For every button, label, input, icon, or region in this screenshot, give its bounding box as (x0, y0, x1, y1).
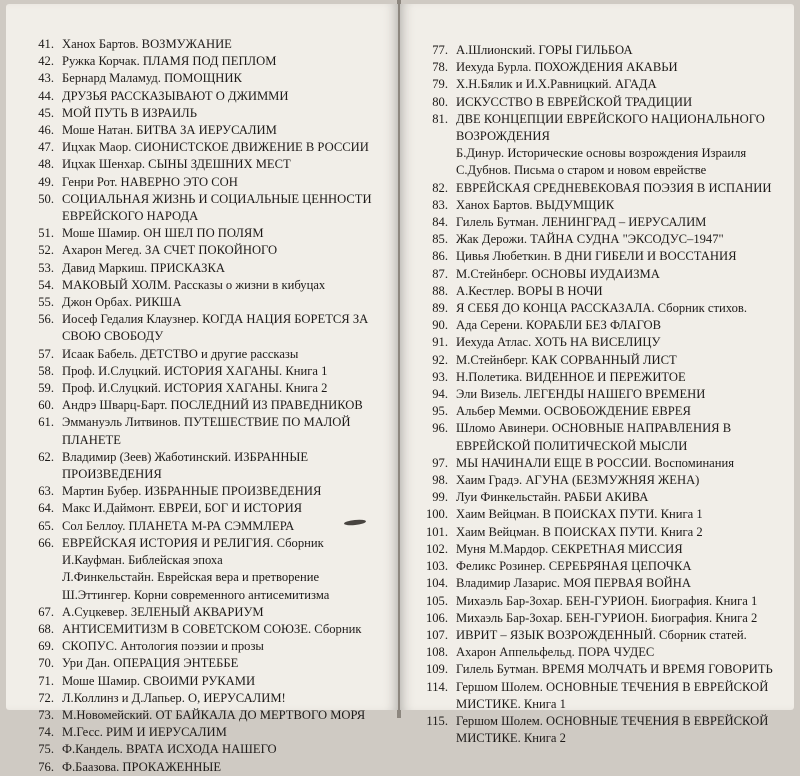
entry-title: Гершом Шолем. ОСНОВНЫЕ ТЕЧЕНИЯ В ЕВРЕЙСКОЙ МИСТИКЕ. Книга 1 (456, 679, 769, 711)
entry-title: Сол Беллоу. ПЛАНЕТА М-РА СЭММЛЕРА (62, 518, 295, 533)
entry-title: А.Кестлер. ВОРЫ В НОЧИ (456, 283, 603, 298)
entry-title: СОЦИАЛЬНАЯ ЖИЗНЬ И СОЦИАЛЬНЫЕ ЦЕННОСТИ ЕВРЕЙСКОГО НАРОДА (62, 191, 372, 224)
entry-number (10, 552, 62, 569)
entry-title: Ф.Кандель. ВРАТА ИСХОДА НАШЕГО (62, 742, 277, 757)
entry-number: 65. (38, 518, 54, 533)
entry-number: 98. (432, 473, 448, 488)
entry-title: ИСКУССТВО В ЕВРЕЙСКОЙ ТРАДИЦИИ (456, 94, 693, 109)
entry-title: Жак Дерожи. ТАЙНА СУДНА "ЭКСОДУС–1947" (456, 232, 724, 247)
right-page-list (404, 42, 790, 747)
entry-title: Б.Динур. Исторические основы возрождения Израиля (456, 146, 747, 161)
entry-number: 100. (425, 507, 448, 522)
entry-title: Генри Рот. НАВЕРНО ЭТО СОН (62, 174, 238, 189)
entry-number: 79. (432, 77, 448, 92)
entry-number: 86. (432, 249, 448, 264)
list-item (10, 655, 394, 672)
list-item (404, 283, 790, 300)
entry-number: 45. (38, 105, 54, 120)
list-item (10, 724, 394, 741)
entry-number: 107. (425, 627, 448, 642)
list-item (10, 707, 394, 724)
entry-title: Ф.Баазова. ПРОКАЖЕННЫЕ (62, 759, 222, 774)
entry-number: 105. (425, 593, 448, 608)
entry-title: Эммануэль Литвинов. ПУТЕШЕСТВИЕ ПО МАЛОЙ ПЛАНЕТЕ (62, 415, 351, 447)
entry-title: МАКОВЫЙ ХОЛМ. Рассказы о жизни в кибуцах (62, 277, 326, 292)
entry-number: 54. (38, 277, 54, 292)
entry-title: М.Новомейский. ОТ БАЙКАЛА ДО МЕРТВОГО МОРЯ (62, 707, 366, 722)
list-item (404, 248, 790, 265)
list-item (404, 661, 790, 678)
entry-title: Луи Финкельстайн. РАББИ АКИВА (456, 490, 649, 505)
list-item (10, 122, 394, 139)
entry-number: 50. (38, 191, 54, 206)
entry-title: Иосеф Гедалия Клаузнер. КОГДА НАЦИЯ БОРЕТСЯ ЗА СВОЮ СВОБОДУ (62, 312, 369, 344)
entry-title: Ицхак Маор. СИОНИСТСКОЕ ДВИЖЕНИЕ В РОССИИ (62, 140, 369, 155)
list-item (10, 174, 394, 191)
entry-title: Моше Шамир. СВОИМИ РУКАМИ (62, 673, 256, 688)
entry-number (404, 145, 456, 162)
list-item (404, 59, 790, 76)
entry-number: 51. (38, 226, 54, 241)
list-item (10, 759, 394, 776)
entry-title: Ахарон Мегед. ЗА СЧЕТ ПОКОЙНОГО (62, 243, 278, 258)
entry-title: Цивья Любеткин. В ДНИ ГИБЕЛИ И ВОССТАНИЯ (456, 249, 737, 264)
list-item (404, 455, 790, 472)
list-item (404, 94, 790, 111)
entry-title: Я СЕБЯ ДО КОНЦА РАССКАЗАЛА. Сборник стихов. (456, 301, 747, 316)
entry-number: 61. (38, 415, 54, 430)
entry-title: М.Гесс. РИМ И ИЕРУСАЛИМ (62, 725, 227, 740)
list-item (404, 610, 790, 627)
entry-number: 95. (432, 404, 448, 419)
entry-number: 58. (38, 363, 54, 378)
entry-number: 81. (432, 111, 448, 126)
list-item (10, 105, 394, 122)
entry-number: 57. (38, 346, 54, 361)
entry-title: А.Суцкевер. ЗЕЛЕНЫЙ АКВАРИУМ (62, 604, 264, 619)
entry-title: Исаак Бабель. ДЕТСТВО и другие рассказы (62, 346, 299, 361)
entry-number: 106. (425, 610, 448, 625)
entry-number: 44. (38, 88, 54, 103)
entry-number: 69. (38, 639, 54, 654)
entry-number: 90. (432, 318, 448, 333)
entry-number: 49. (38, 174, 54, 189)
entry-number: 60. (38, 398, 54, 413)
list-item (404, 489, 790, 506)
list-item (404, 111, 790, 145)
list-item (404, 231, 790, 248)
entry-number: 93. (432, 369, 448, 384)
list-item (10, 36, 394, 53)
entry-number: 77. (432, 43, 448, 57)
entry-title: Моше Шамир. ОН ШЕЛ ПО ПОЛЯМ (62, 226, 264, 241)
list-item (404, 524, 790, 541)
entry-number: 42. (38, 54, 54, 69)
list-item (10, 397, 394, 414)
entry-title: Владимир Лазарис. МОЯ ПЕРВАЯ ВОЙНА (456, 576, 691, 591)
entry-number: 84. (432, 215, 448, 230)
entry-number (10, 569, 62, 586)
entry-number: 66. (38, 535, 54, 550)
list-item (10, 53, 394, 70)
entry-title: МЫ НАЧИНАЛИ ЕЩЕ В РОССИИ. Воспоминания (456, 455, 735, 470)
list-item (404, 352, 790, 369)
entry-number: 92. (432, 352, 448, 367)
list-item (404, 162, 790, 179)
entry-title: Хаим Вейцман. В ПОИСКАХ ПУТИ. Книга 2 (456, 524, 703, 539)
entry-number: 101. (425, 524, 448, 539)
entry-number (404, 162, 456, 179)
entry-number: 55. (38, 295, 54, 310)
list-item (404, 506, 790, 523)
list-item (10, 604, 394, 621)
entry-title: ДВЕ КОНЦЕПЦИИ ЕВРЕЙСКОГО НАЦИОНАЛЬНОГО ВОЗРОЖДЕНИЯ (456, 111, 765, 144)
entry-number: 52. (38, 243, 54, 258)
list-item (10, 552, 394, 569)
entry-title: ЕВРЕЙСКАЯ ИСТОРИЯ И РЕЛИГИЯ. Сборник (62, 535, 324, 550)
entry-title: Хаим Градэ. АГУНА (БЕЗМУЖНЯЯ ЖЕНА) (456, 473, 700, 488)
list-item (10, 569, 394, 586)
entry-number: 43. (38, 71, 54, 86)
entry-number: 82. (432, 180, 448, 195)
list-item (10, 500, 394, 517)
entry-number: 109. (425, 662, 448, 677)
entry-number: 56. (38, 312, 54, 327)
list-item (10, 139, 394, 156)
list-item (404, 593, 790, 610)
list-item (404, 472, 790, 489)
entry-number: 59. (38, 381, 54, 396)
entry-number: 104. (425, 576, 448, 591)
list-item (404, 420, 790, 454)
list-item (404, 644, 790, 661)
entry-title: С.Дубнов. Письма о старом и новом еврействе (456, 163, 707, 178)
entry-title: Гилель Бутман. ЛЕНИНГРАД – ИЕРУСАЛИМ (456, 215, 707, 230)
entry-title: Макс И.Даймонт. ЕВРЕИ, БОГ И ИСТОРИЯ (62, 501, 303, 516)
entry-number: 78. (432, 60, 448, 75)
entry-number: 75. (38, 742, 54, 757)
entry-number: 63. (38, 484, 54, 499)
entry-number: 96. (432, 421, 448, 436)
entry-title: Гершом Шолем. ОСНОВНЫЕ ТЕЧЕНИЯ В ЕВРЕЙСКОЙ МИСТИКЕ. Книга 2 (456, 713, 769, 746)
entry-number: 70. (38, 656, 54, 671)
entry-title: Иехуда Бурла. ПОХОЖДЕНИЯ АКАВЬИ (456, 60, 678, 75)
entry-title: Шломо Авинери. ОСНОВНЫЕ НАПРАВЛЕНИЯ В ЕВРЕЙСКОЙ ПОЛИТИЧЕСКОЙ МЫСЛИ (456, 421, 732, 453)
entry-number: 99. (432, 490, 448, 505)
list-item (404, 627, 790, 644)
list-item (404, 180, 790, 197)
entry-title: Ханох Бартов. ВЫДУМЩИК (456, 197, 615, 212)
list-item (10, 483, 394, 500)
list-item (10, 380, 394, 397)
entry-number: 48. (38, 157, 54, 172)
list-item (10, 70, 394, 87)
entry-number: 46. (38, 123, 54, 138)
entry-title: М.Стейнберг. ОСНОВЫ ИУДАИЗМА (456, 266, 660, 281)
list-item (10, 346, 394, 363)
entry-title: Альбер Мемми. ОСВОБОЖДЕНИЕ ЕВРЕЯ (456, 404, 691, 419)
entry-number: 64. (38, 501, 54, 516)
list-item (404, 575, 790, 592)
entry-title: Л.Коллинз и Д.Лапьер. О, ИЕРУСАЛИМ! (62, 690, 286, 705)
entry-title: Проф. И.Слуцкий. ИСТОРИЯ ХАГАНЫ. Книга 1 (62, 363, 328, 378)
entry-title: Владимир (Зеев) Жаботинский. ИЗБРАННЫЕ ПРОИЗВЕДЕНИЯ (62, 449, 309, 482)
entry-title: Ружка Корчак. ПЛАМЯ ПОД ПЕПЛОМ (62, 54, 277, 69)
list-item (10, 260, 394, 277)
entry-number: 62. (38, 449, 54, 464)
entry-number: 73. (38, 707, 54, 722)
list-item (404, 266, 790, 283)
list-item (10, 518, 394, 535)
list-item (10, 277, 394, 294)
entry-title: Проф. И.Слуцкий. ИСТОРИЯ ХАГАНЫ. Книга 2 (62, 381, 328, 396)
entry-title: Н.Полетика. ВИДЕННОЕ И ПЕРЕЖИТОЕ (456, 369, 686, 384)
entry-title: Иехуда Атлас. ХОТЬ НА ВИСЕЛИЦУ (456, 335, 661, 350)
entry-title: М.Стейнберг. КАК СОРВАННЫЙ ЛИСТ (456, 352, 677, 367)
entry-title: Л.Финкельстайн. Еврейская вера и претворение (62, 570, 320, 585)
list-item (404, 541, 790, 558)
left-page-list (10, 36, 394, 776)
list-item (10, 741, 394, 758)
left-page (6, 4, 398, 774)
entry-title: А.Шлионский. ГОРЫ ГИЛЬБОА (456, 43, 633, 57)
entry-title: Ицхак Шенхар. СЫНЫ ЗДЕШНИХ МЕСТ (62, 157, 291, 172)
entry-number: 97. (432, 455, 448, 470)
list-item (404, 145, 790, 162)
entry-number: 85. (432, 232, 448, 247)
list-item (10, 535, 394, 552)
entry-number: 94. (432, 387, 448, 402)
entry-number: 67. (38, 604, 54, 619)
list-item (10, 690, 394, 707)
list-item (404, 369, 790, 386)
entry-title: Джон Орбах. РИКША (62, 295, 182, 310)
right-page (400, 4, 794, 746)
entry-number (10, 587, 62, 604)
entry-title: ЕВРЕЙСКАЯ СРЕДНЕВЕКОВАЯ ПОЭЗИЯ В ИСПАНИИ (456, 180, 772, 195)
entry-number: 68. (38, 621, 54, 636)
entry-number: 102. (425, 541, 448, 556)
list-item (404, 558, 790, 575)
list-item (10, 621, 394, 638)
entry-number: 72. (38, 690, 54, 705)
entry-title: Хаим Вейцман. В ПОИСКАХ ПУТИ. Книга 1 (456, 507, 703, 522)
entry-number: 41. (38, 37, 54, 51)
entry-title: ИВРИТ – ЯЗЫК ВОЗРОЖДЕННЫЙ. Сборник статей. (456, 627, 747, 642)
entry-number: 89. (432, 301, 448, 316)
entry-title: Гилель Бутман. ВРЕМЯ МОЛЧАТЬ И ВРЕМЯ ГОВОРИТЬ (456, 662, 773, 677)
entry-number: 91. (432, 335, 448, 350)
list-item (10, 225, 394, 242)
entry-number: 83. (432, 197, 448, 212)
entry-number: 87. (432, 266, 448, 281)
list-item (404, 403, 790, 420)
list-item (404, 713, 790, 747)
entry-number: 47. (38, 140, 54, 155)
list-item (10, 587, 394, 604)
entry-title: Ханох Бартов. ВОЗМУЖАНИЕ (62, 37, 232, 51)
entry-title: Ури Дан. ОПЕРАЦИЯ ЭНТЕББЕ (62, 656, 239, 671)
entry-number: 71. (38, 673, 54, 688)
entry-title: МОЙ ПУТЬ В ИЗРАИЛЬ (62, 105, 197, 120)
entry-number: 80. (432, 94, 448, 109)
entry-title: Эли Визель. ЛЕГЕНДЫ НАШЕГО ВРЕМЕНИ (456, 387, 706, 402)
list-item (404, 300, 790, 317)
entry-title: ДРУЗЬЯ РАССКАЗЫВАЮТ О ДЖИММИ (62, 88, 289, 103)
entry-number: 88. (432, 283, 448, 298)
entry-number: 103. (425, 559, 448, 574)
entry-number: 108. (425, 645, 448, 660)
list-item (404, 197, 790, 214)
list-item (404, 334, 790, 351)
entry-title: Давид Маркиш. ПРИСКАЗКА (62, 260, 225, 275)
entry-title: Михаэль Бар-Зохар. БЕН-ГУРИОН. Биография. Книга 2 (456, 610, 758, 625)
entry-title: Моше Натан. БИТВА ЗА ИЕРУСАЛИМ (62, 123, 277, 138)
entry-title: Ахарон Аппельфельд. ПОРА ЧУДЕС (456, 645, 655, 660)
list-item (10, 449, 394, 483)
entry-title: АНТИСЕМИТИЗМ В СОВЕТСКОМ СОЮЗЕ. Сборник (62, 621, 362, 636)
list-item (10, 156, 394, 173)
list-item (10, 673, 394, 690)
entry-title: Х.Н.Бялик и И.Х.Равницкий. АГАДА (456, 77, 657, 92)
entry-number: 53. (38, 260, 54, 275)
list-item (404, 317, 790, 334)
list-item (404, 386, 790, 403)
entry-title: Бернард Маламуд. ПОМОЩНИК (62, 71, 242, 86)
list-item (10, 414, 394, 448)
list-item (10, 88, 394, 105)
entry-title: Михаэль Бар-Зохар. БЕН-ГУРИОН. Биография. Книга 1 (456, 593, 758, 608)
list-item (10, 242, 394, 259)
entry-title: Феликс Розинер. СЕРЕБРЯНАЯ ЦЕПОЧКА (456, 559, 692, 574)
list-item (10, 363, 394, 380)
list-item (404, 214, 790, 231)
entry-title: СКОПУС. Антология поэзии и прозы (62, 639, 264, 654)
list-item (404, 679, 790, 713)
entry-title: Мартин Бубер. ИЗБРАННЫЕ ПРОИЗВЕДЕНИЯ (62, 484, 322, 499)
list-item (10, 638, 394, 655)
list-item (10, 294, 394, 311)
entry-title: Ада Серени. КОРАБЛИ БЕЗ ФЛАГОВ (456, 318, 662, 333)
list-item (10, 311, 394, 345)
entry-number: 114. (426, 679, 448, 694)
list-item (404, 42, 790, 59)
entry-number: 115. (426, 713, 448, 728)
entry-number: 74. (38, 725, 54, 740)
entry-title: Муня М.Мардор. СЕКРЕТНАЯ МИССИЯ (456, 541, 683, 556)
list-item (10, 191, 394, 225)
entry-number: 76. (38, 759, 54, 774)
entry-title: И.Кауфман. Библейская эпоха (62, 553, 223, 568)
entry-title: Ш.Эттингер. Корни современного антисемитизма (62, 587, 330, 602)
entry-title: Андрэ Шварц-Барт. ПОСЛЕДНИЙ ИЗ ПРАВЕДНИКОВ (62, 398, 363, 413)
list-item (404, 76, 790, 93)
